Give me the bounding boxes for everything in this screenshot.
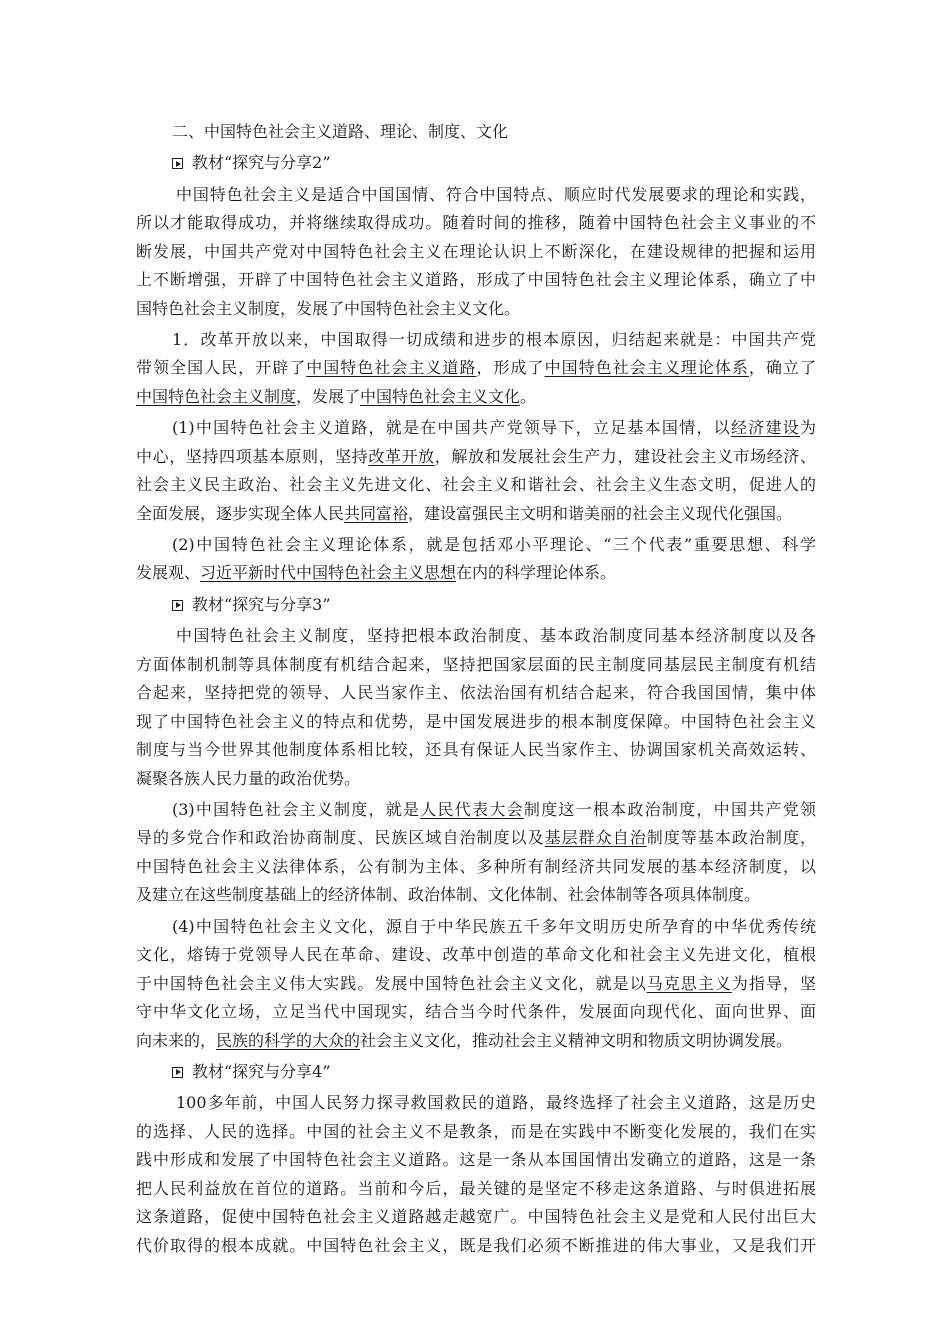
text-span: ，建设富强民主文明和谐美丽的社会主义现代化强国。 <box>408 503 793 523</box>
text-line <box>136 500 816 529</box>
underlined-answer: 中国特色社会主义文化 <box>360 386 521 406</box>
text-span: ，确立了 <box>748 358 816 378</box>
play-triangle-icon <box>172 1067 183 1078</box>
text-line: 上不断增强，开辟了中国特色社会主义道路，形成了中国特色社会主义理论体系，确立了中 <box>136 270 816 290</box>
text-line: 社会主义民主政治、社会主义先进文化、社会主义和谐社会、社会主义生态文明，促进人的 <box>136 475 816 495</box>
underlined-answer: 改革开放 <box>368 446 435 466</box>
text-line: 1．改革开放以来，中国取得一切成绩和进步的根本原因，归结起来就是：中国共产党 <box>172 329 816 349</box>
text-line: 100多年前，中国人民努力探寻救国救民的道路，最终选择了社会主义道路，这是历史 <box>176 1093 816 1113</box>
underlined-answer: 马克思主义 <box>646 973 732 993</box>
text-span: (1)中国特色社会主义道路，就是在中国共产党领导下，立足基本国情，以 <box>172 418 731 438</box>
text-line <box>136 824 816 853</box>
text-line <box>136 354 816 383</box>
text-line: 凝聚各族人民力量的政治优势。 <box>136 768 361 788</box>
paragraph-intro <box>136 181 816 324</box>
text-line: 现了中国特色社会主义的特点和优势，是中国发展进步的根本制度保障。中国特色社会主义 <box>136 711 816 731</box>
text-span: 在内的科学理论体系。 <box>456 563 617 583</box>
text-line: 制度与当今世界其他制度体系相比较，还具有保证人民当家作主、协调国家机关高效运转、 <box>136 740 816 760</box>
underlined-answer: 民族的科学的大众的 <box>216 1030 361 1050</box>
text-line: 文化，熔铸于党领导人民在革命、建设、改革中创造的革命文化和社会主义先进文化，植根 <box>136 945 816 965</box>
marker-label: 教材“探究与分享2” <box>192 153 331 173</box>
text-line: 把人民利益放在首位的道路。当前和今后，最关键的是坚定不移走这条道路、与时俱进拓展 <box>136 1178 816 1198</box>
text-span: 发展观、 <box>136 563 201 583</box>
text-line: 中国特色社会主义法律体系，公有制为主体、多种所有制经济共同发展的基本经济制度，以 <box>136 856 816 876</box>
text-line: 的选择、人民的选择。中国的社会主义不是教条，而是在实践中不断变化发展的，我们在实 <box>136 1121 816 1141</box>
text-line: 中国特色社会主义是适合中国国情、符合中国特点、顺应时代发展要求的理论和实践， <box>176 184 816 204</box>
document-body <box>136 118 816 1263</box>
text-line <box>136 970 816 999</box>
text-span: 制度等基本政治制度， <box>646 828 816 848</box>
text-span: 。 <box>520 386 537 406</box>
marker-label: 教材“探究与分享3” <box>192 594 331 614</box>
paragraph-culture <box>136 913 816 1056</box>
text-span: 社会主义文化，推动社会主义精神文明和物质文明协调发展。 <box>360 1030 793 1050</box>
play-triangle-icon <box>172 158 183 169</box>
text-span: ，发展了 <box>296 386 361 406</box>
paragraph-theory <box>136 531 816 588</box>
paragraph-point-1 <box>136 326 816 412</box>
play-triangle-icon <box>172 600 183 611</box>
text-span: 带领全国人民，开辟了 <box>136 358 307 378</box>
text-line <box>136 559 816 588</box>
paragraph-road <box>136 414 816 528</box>
text-line: 中国特色社会主义制度，坚持把根本政治制度、基本政治制度同基本经济制度以及各 <box>176 626 816 646</box>
marker-explore-share-2 <box>136 149 816 178</box>
text-span: 于中国特色社会主义伟大实践。发展中国特色社会主义文化，就是以 <box>136 973 647 993</box>
text-line: 方面体制机制等具体制度有机结合起来，坚持把国家层面的民主制度同基层民主制度有机结 <box>136 654 816 674</box>
text-line: 守中华文化立场，立足当代中国现实，结合当今时代条件，发展面向现代化、面向世界、面 <box>136 1002 816 1022</box>
text-span: ，形成了 <box>476 358 545 378</box>
text-line <box>136 796 816 825</box>
underlined-answer: 习近平新时代中国特色社会主义思想 <box>200 563 457 583</box>
text-line: 所以才能取得成功，并将继续取得成功。随着时间的推移，随着中国特色社会主义事业的不 <box>136 213 816 233</box>
text-span: 制度这一根本政治制度，中国共产党领 <box>523 799 816 819</box>
text-span: 向未来的， <box>136 1030 217 1050</box>
text-line: 断发展，中国共产党对中国特色社会主义在理论认识上不断深化，在建设规律的把握和运用 <box>136 241 816 261</box>
marker-explore-share-3 <box>136 591 816 620</box>
text-span: 为 <box>799 418 816 438</box>
paragraph-history <box>136 1089 816 1260</box>
text-line: 代价取得的根本成就。中国特色社会主义，既是我们必须不断推进的伟大事业，又是我们开 <box>136 1235 816 1255</box>
text-span: ，解放和发展社会生产力，建设社会主义市场经济、 <box>434 446 816 466</box>
underlined-answer: 中国特色社会主义制度 <box>136 386 297 406</box>
text-span: (3)中国特色社会主义制度，就是 <box>172 799 421 819</box>
text-span: 为指导，坚 <box>731 973 816 993</box>
text-line: 合起来，坚持把党的领导、人民当家作主、依法治国有机结合起来，符合我国国情，集中体 <box>136 683 816 703</box>
paragraph-system-intro <box>136 622 816 793</box>
text-span: 中心，坚持四项基本原则，坚持 <box>136 446 369 466</box>
paragraph-system <box>136 796 816 910</box>
section-heading: 二、中国特色社会主义道路、理论、制度、文化 <box>172 122 509 141</box>
underlined-answer: 人民代表大会 <box>420 799 524 819</box>
text-line <box>136 414 816 443</box>
underlined-answer: 基层群众自治 <box>544 828 647 848</box>
text-line: 及建立在这些制度基础上的经济体制、政治体制、文化体制、社会体制等各项具体制度。 <box>136 885 761 905</box>
text-span: 全面发展，逐步实现全体人民 <box>136 503 345 523</box>
text-line: 这条道路，促使中国特色社会主义道路越走越宽广。中国特色社会主义是党和人民付出巨大 <box>136 1207 816 1227</box>
underlined-answer: 中国特色社会主义理论体系 <box>544 358 749 378</box>
text-line: 践中形成和发展了中国特色社会主义道路。这是一条从本国国情出发确立的道路，这是一条 <box>136 1150 816 1170</box>
text-line: 国特色社会主义制度，发展了中国特色社会主义文化。 <box>136 298 521 318</box>
marker-explore-share-4 <box>136 1058 816 1087</box>
text-line <box>136 443 816 472</box>
marker-label: 教材“探究与分享4” <box>192 1061 331 1081</box>
underlined-answer: 经济建设 <box>730 418 800 438</box>
text-line <box>136 383 816 412</box>
underlined-answer: 共同富裕 <box>344 503 409 523</box>
text-line: (2)中国特色社会主义理论体系，就是包括邓小平理论、“三个代表”重要思想、科学 <box>172 534 816 554</box>
text-line: (4)中国特色社会主义文化，源自于中华民族五千多年文明历史所孕育的中华优秀传统 <box>172 916 816 936</box>
text-span: 导的多党合作和政治协商制度、民族区域自治制度以及 <box>136 828 545 848</box>
underlined-answer: 中国特色社会主义道路 <box>306 358 477 378</box>
text-line <box>136 1027 816 1056</box>
